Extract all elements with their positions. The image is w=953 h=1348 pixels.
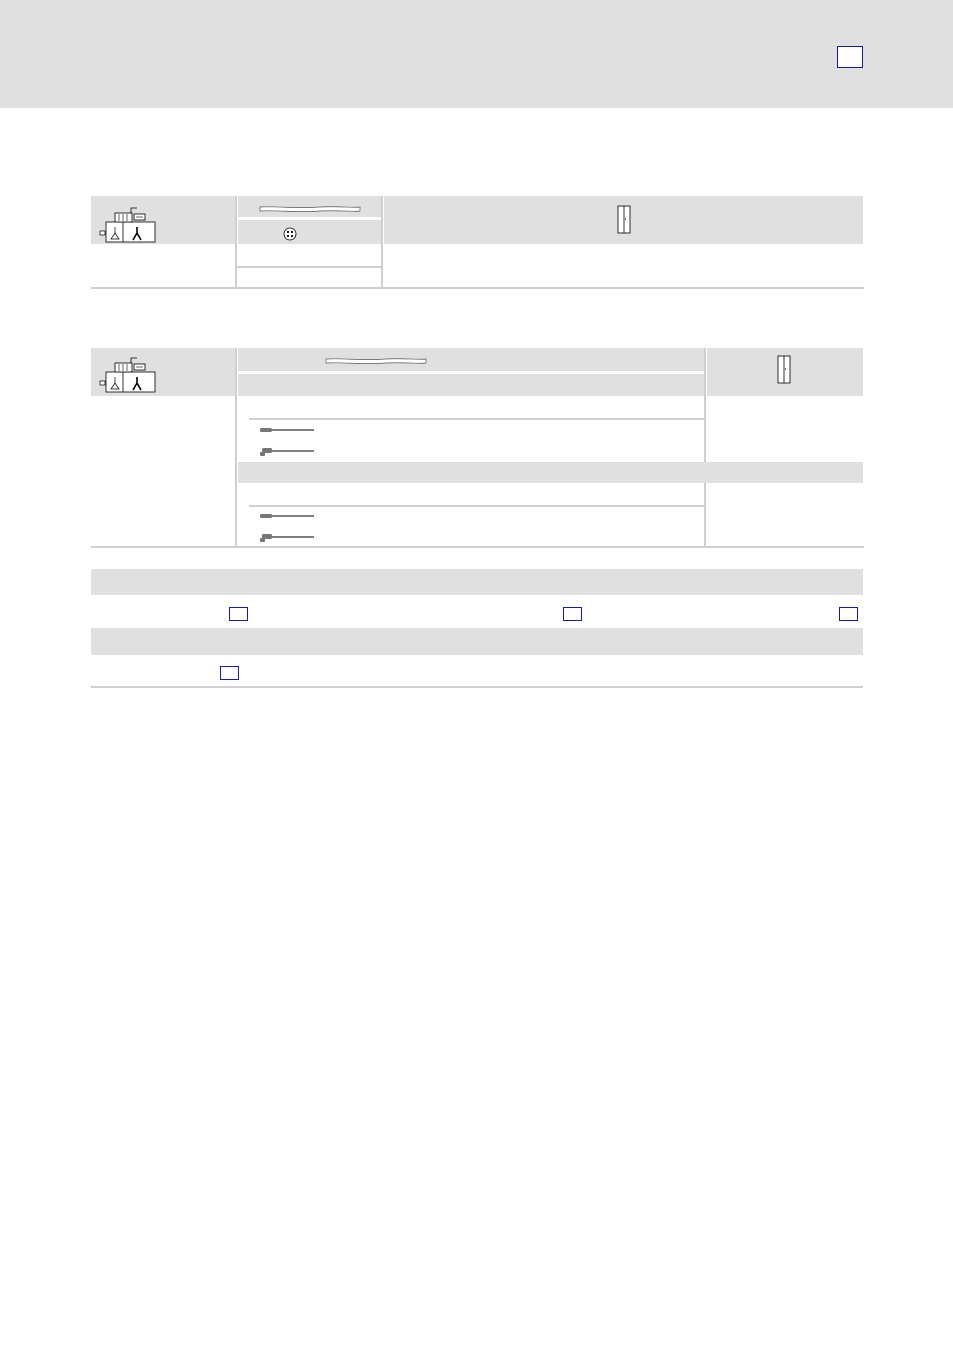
table2-group2-rule bbox=[249, 505, 704, 507]
table1-divider-1 bbox=[235, 196, 237, 288]
cabinet-icon bbox=[777, 355, 791, 385]
table2-divider-1 bbox=[235, 348, 237, 547]
drive-system-icon bbox=[99, 205, 159, 245]
table2-divider-2b bbox=[704, 483, 706, 547]
cabinet-icon bbox=[617, 205, 631, 235]
xref-box[interactable] bbox=[229, 607, 248, 621]
drive-system-icon bbox=[99, 355, 159, 395]
table1-bottom-rule bbox=[91, 287, 864, 289]
table1-header-connector-cell bbox=[238, 220, 381, 244]
table1-divider-2 bbox=[381, 196, 383, 288]
cable-icon bbox=[325, 357, 427, 365]
table2-group-separator bbox=[238, 462, 863, 483]
xref-box[interactable] bbox=[220, 666, 239, 680]
table1-row-rule bbox=[237, 266, 381, 268]
plug-angled-icon bbox=[259, 447, 315, 457]
round-connector-icon bbox=[283, 227, 297, 241]
table2-divider-2a bbox=[704, 348, 706, 462]
table2-header-cable-cell bbox=[238, 348, 704, 371]
table2-bottom-rule bbox=[91, 546, 864, 548]
xref-box[interactable] bbox=[839, 607, 858, 621]
reference-header-1 bbox=[91, 569, 863, 595]
xref-box[interactable] bbox=[563, 607, 582, 621]
reference-bottom-rule bbox=[91, 686, 863, 688]
cable-icon bbox=[259, 205, 361, 213]
table2-header-sub-cell bbox=[238, 374, 704, 396]
plug-angled-icon bbox=[259, 533, 315, 543]
reference-header-2 bbox=[91, 628, 863, 655]
table2-group1-rule bbox=[249, 418, 704, 420]
chapter-xref-box[interactable] bbox=[837, 46, 863, 68]
plug-straight-icon bbox=[259, 512, 315, 520]
plug-straight-icon bbox=[259, 426, 315, 434]
page-header bbox=[0, 0, 953, 108]
